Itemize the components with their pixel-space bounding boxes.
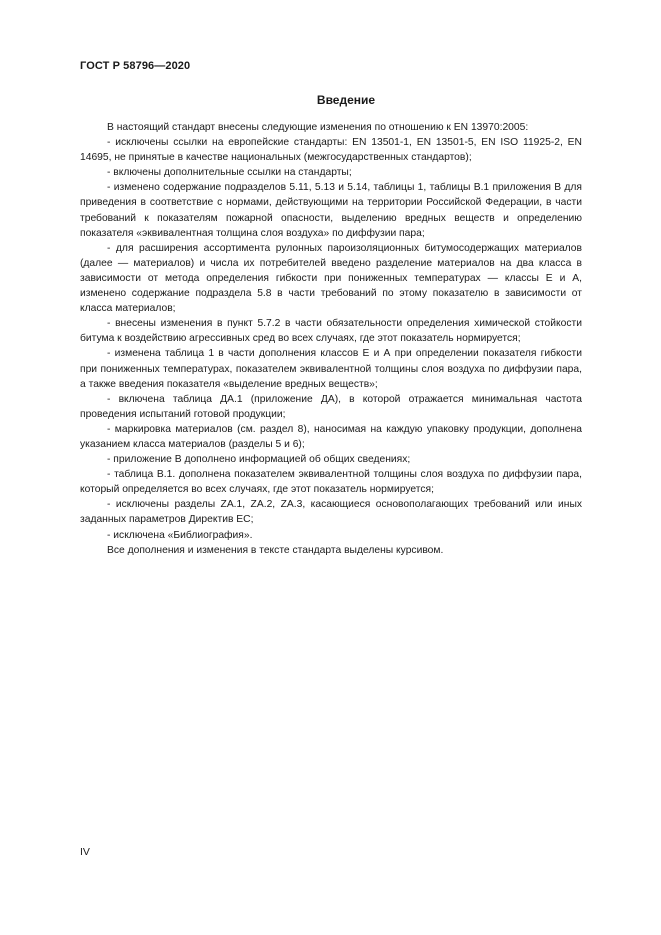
list-item: - для расширения ассортимента рулонных пароизоляционных битумосодержащих материалов (далее — материалов) и числа их потребителей введено разделение материалов на два класса в зависимости от метода определения гибкости при пониженных температурах — классы Е и А, изменено содержание подраздела 5.8 в части требований по этому показателю в зависимости от класса материалов; (80, 242, 582, 315)
page-number: IV (80, 846, 90, 858)
paragraph-intro: В настоящий стандарт внесены следующие изменения по отношению к EN 13970:2005: (107, 122, 529, 133)
list-item: - исключены ссылки на европейские стандарты: EN 13501-1, EN 13501-5, EN ISO 11925-2, EN 14695, не принятые в качестве национальных (межгосударственных стандартов); (80, 137, 582, 164)
paragraph-closing: Все дополнения и изменения в тексте стандарта выделены курсивом. (107, 544, 444, 556)
document-header: ГОСТ Р 58796—2020 (80, 60, 191, 72)
list-item: - включены дополнительные ссылки на стандарты; (107, 167, 352, 179)
list-item: - внесены изменения в пункт 5.7.2 в части обязательности определения химической стойкости битума к воздействию агрессивных сред во всех случаях, где этот показатель нормируется; (80, 318, 582, 345)
list-item: - таблица В.1. дополнена показателем эквивалентной толщины слоя воздуха по диффузии пара, который определяется во всех случаях, где этот показатель нормируется; (80, 469, 582, 496)
list-item: - изменена таблица 1 в части дополнения классов Е и А при определении показателя гибкости при пониженных температурах, показателем эквивалентной толщины слоя воздуха по диффузии пара, а также введения показателя «выделение вредных веществ»; (80, 348, 582, 390)
section-title: Введение (316, 93, 376, 107)
introduction-body (80, 120, 582, 558)
list-item: - включена таблица ДА.1 (приложение ДА), в которой отражается минимальная частота проведения испытаний готовой продукции; (80, 393, 582, 420)
list-item: - исключена «Библиография». (107, 529, 253, 541)
list-item: - изменено содержание подразделов 5.11, 5.13 и 5.14, таблицы 1, таблицы В.1 приложения В для приведения в соответствие с нормами, действующими на территории Российской Федерации, в части требований к показателям пожарной опасности, выделению вредных веществ и определению показателя «эквивалентная толщина слоя воздуха» по диффузии пара; (80, 182, 582, 239)
list-item: - исключены разделы ZA.1, ZA.2, ZA.3, касающиеся основополагающих требований или иных заданных параметров Директив ЕС; (80, 499, 582, 526)
list-item: - маркировка материалов (см. раздел 8), наносимая на каждую упаковку продукции, дополнена указанием класса материалов (разделы 5 и 6); (80, 423, 582, 450)
list-item: - приложение В дополнено информацией об общих сведениях; (107, 454, 411, 466)
